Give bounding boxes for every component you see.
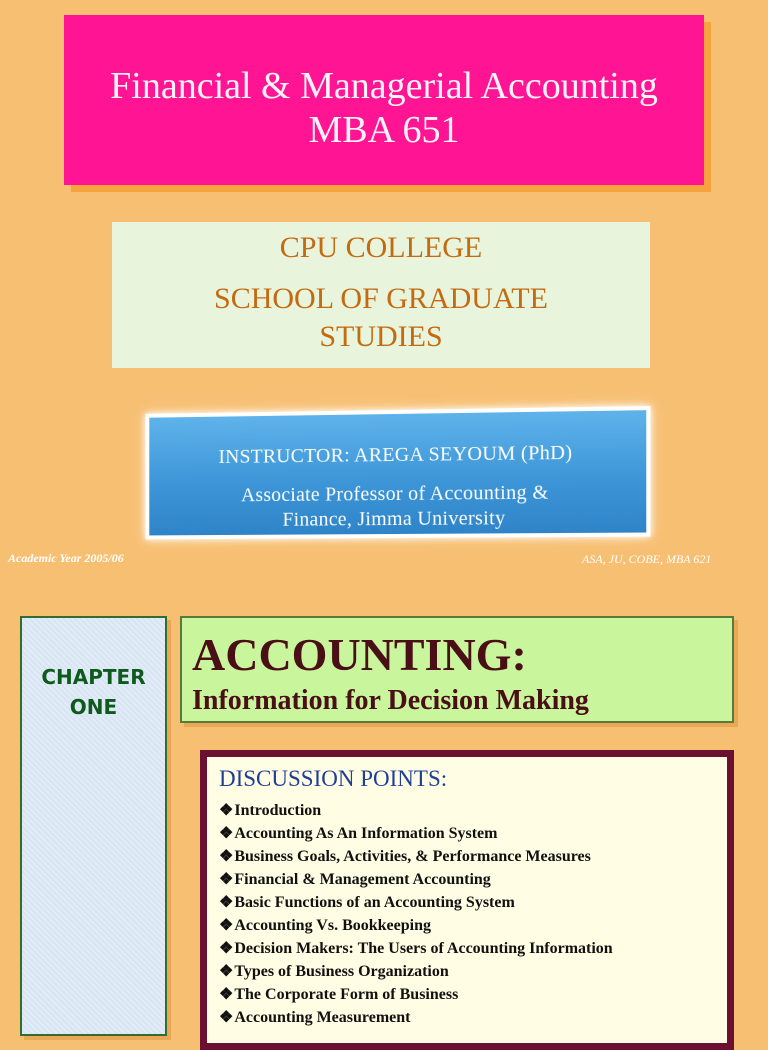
discussion-item-text: Types of Business Organization bbox=[234, 963, 449, 980]
diamond-bullet-icon: ❖ bbox=[219, 940, 234, 957]
discussion-title: DISCUSSION POINTS: bbox=[219, 766, 448, 791]
discussion-item-text: Accounting As An Information System bbox=[234, 825, 498, 842]
discussion-item-text: The Corporate Form of Business bbox=[234, 986, 459, 1003]
diamond-bullet-icon: ❖ bbox=[219, 871, 234, 888]
diamond-bullet-icon: ❖ bbox=[219, 986, 234, 1003]
college-panel bbox=[112, 222, 650, 368]
diamond-bullet-icon: ❖ bbox=[219, 917, 234, 934]
instructor-card bbox=[145, 406, 650, 539]
discussion-box bbox=[200, 750, 734, 1050]
diamond-bullet-icon: ❖ bbox=[219, 963, 234, 980]
discussion-panel bbox=[207, 757, 727, 1043]
chapter-subheading: Information for Decision Making bbox=[192, 685, 589, 716]
discussion-item bbox=[219, 868, 727, 891]
instructor-title bbox=[149, 479, 646, 533]
instructor-title-line-2: Finance, Jimma University bbox=[282, 507, 506, 531]
chapter-label-line-2: ONE bbox=[69, 695, 118, 719]
discussion-item bbox=[219, 845, 727, 868]
discussion-item-text: Introduction bbox=[234, 802, 322, 819]
discussion-item bbox=[219, 891, 727, 914]
school-name-line-1: SCHOOL OF GRADUATE bbox=[214, 282, 548, 315]
chapter-heading-box bbox=[180, 616, 734, 723]
discussion-item-text: Business Goals, Activities, & Performance Measures bbox=[234, 848, 591, 865]
discussion-item-text: Basic Functions of an Accounting System bbox=[234, 894, 515, 911]
college-name: CPU COLLEGE bbox=[279, 231, 483, 264]
course-code-note: ASA, JU, COBE, MBA 621 bbox=[582, 552, 712, 566]
chapter-heading: ACCOUNTING: bbox=[192, 629, 527, 680]
diamond-bullet-icon: ❖ bbox=[219, 1009, 234, 1026]
discussion-item-text: Accounting Vs. Bookkeeping bbox=[234, 917, 431, 934]
diamond-bullet-icon: ❖ bbox=[219, 848, 234, 865]
discussion-item bbox=[219, 799, 727, 822]
school-name-line-2: STUDIES bbox=[319, 320, 443, 353]
diamond-bullet-icon: ❖ bbox=[219, 825, 234, 842]
discussion-item bbox=[219, 960, 727, 983]
discussion-item bbox=[219, 983, 727, 1006]
title-banner bbox=[64, 15, 704, 185]
discussion-item-text: Financial & Management Accounting bbox=[234, 871, 491, 888]
title-line-1: Financial & Managerial Accounting bbox=[110, 65, 658, 107]
chapter-label-line-1: CHAPTER bbox=[41, 665, 146, 689]
title-line-2: MBA 651 bbox=[308, 109, 460, 151]
chapter-label bbox=[22, 662, 165, 722]
discussion-item-text: Accounting Measurement bbox=[234, 1009, 411, 1026]
discussion-list bbox=[219, 799, 727, 1029]
instructor-name: INSTRUCTOR: AREGA SEYOUM (PhD) bbox=[218, 441, 573, 468]
discussion-item bbox=[219, 937, 727, 960]
discussion-item-text: Decision Makers: The Users of Accounting Information bbox=[234, 940, 613, 957]
discussion-item bbox=[219, 822, 727, 845]
diamond-bullet-icon: ❖ bbox=[219, 894, 234, 911]
discussion-item bbox=[219, 1006, 727, 1029]
diamond-bullet-icon: ❖ bbox=[219, 802, 234, 819]
chapter-panel bbox=[20, 616, 167, 1036]
instructor-title-line-1: Associate Professor of Accounting & bbox=[241, 481, 549, 507]
discussion-item bbox=[219, 914, 727, 937]
academic-year-note: Academic Year 2005/06 bbox=[8, 551, 124, 565]
